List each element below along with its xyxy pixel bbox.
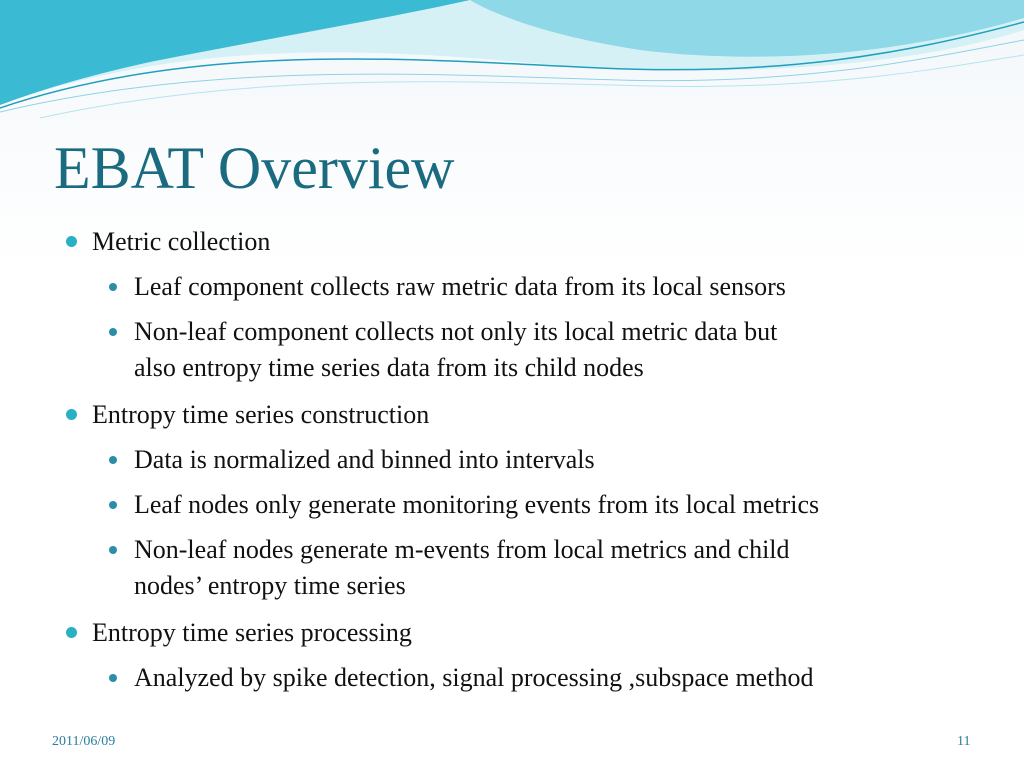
bullet-item-leaf-nodes <box>134 487 819 523</box>
bullet-text: Non-leaf component collects not only its local metric data but <box>134 317 778 346</box>
bullet-text: Analyzed by spike detection, signal processing ,subspace method <box>134 663 814 692</box>
bullet-dot-icon <box>109 674 117 682</box>
bullet-text-continuation: also entropy time series data from its child nodes <box>134 353 644 382</box>
bullet-text: Non-leaf nodes generate m-events from local metrics and child <box>134 535 790 564</box>
bullet-item-entropy-processing <box>92 615 412 651</box>
bullet-dot-icon <box>66 409 77 420</box>
bullet-dot-icon <box>109 456 117 464</box>
bullet-text: Entropy time series construction <box>92 400 430 429</box>
bullet-dot-icon <box>109 501 117 509</box>
bullet-text: Leaf nodes only generate monitoring events from its local metrics <box>134 490 820 519</box>
footer-date: 2011/06/09 <box>52 734 116 749</box>
bullet-dot-icon <box>66 236 77 247</box>
bullet-item-non-leaf-component <box>134 314 777 386</box>
bullet-item-non-leaf-nodes <box>134 532 790 604</box>
bullet-text-continuation: nodes’ entropy time series <box>134 571 406 600</box>
bullet-dot-icon <box>109 328 117 336</box>
footer-page-number: 11 <box>957 734 971 749</box>
bullet-item-metric-collection <box>92 224 270 260</box>
bullet-dot-icon <box>109 546 117 554</box>
bullet-item-normalized <box>134 442 595 478</box>
bullet-dot-icon <box>66 627 77 638</box>
bullet-item-entropy-construction <box>92 397 429 433</box>
bullet-item-leaf-component <box>134 269 786 305</box>
bullet-text: Data is normalized and binned into intervals <box>134 445 595 474</box>
bullet-dot-icon <box>109 283 117 291</box>
slide-title: EBAT Overview <box>54 135 455 201</box>
bullet-item-analyzed <box>134 660 813 696</box>
bullet-text: Leaf component collects raw metric data from its local sensors <box>134 272 786 301</box>
bullet-text: Entropy time series processing <box>92 618 412 647</box>
bullet-text: Metric collection <box>92 227 271 256</box>
